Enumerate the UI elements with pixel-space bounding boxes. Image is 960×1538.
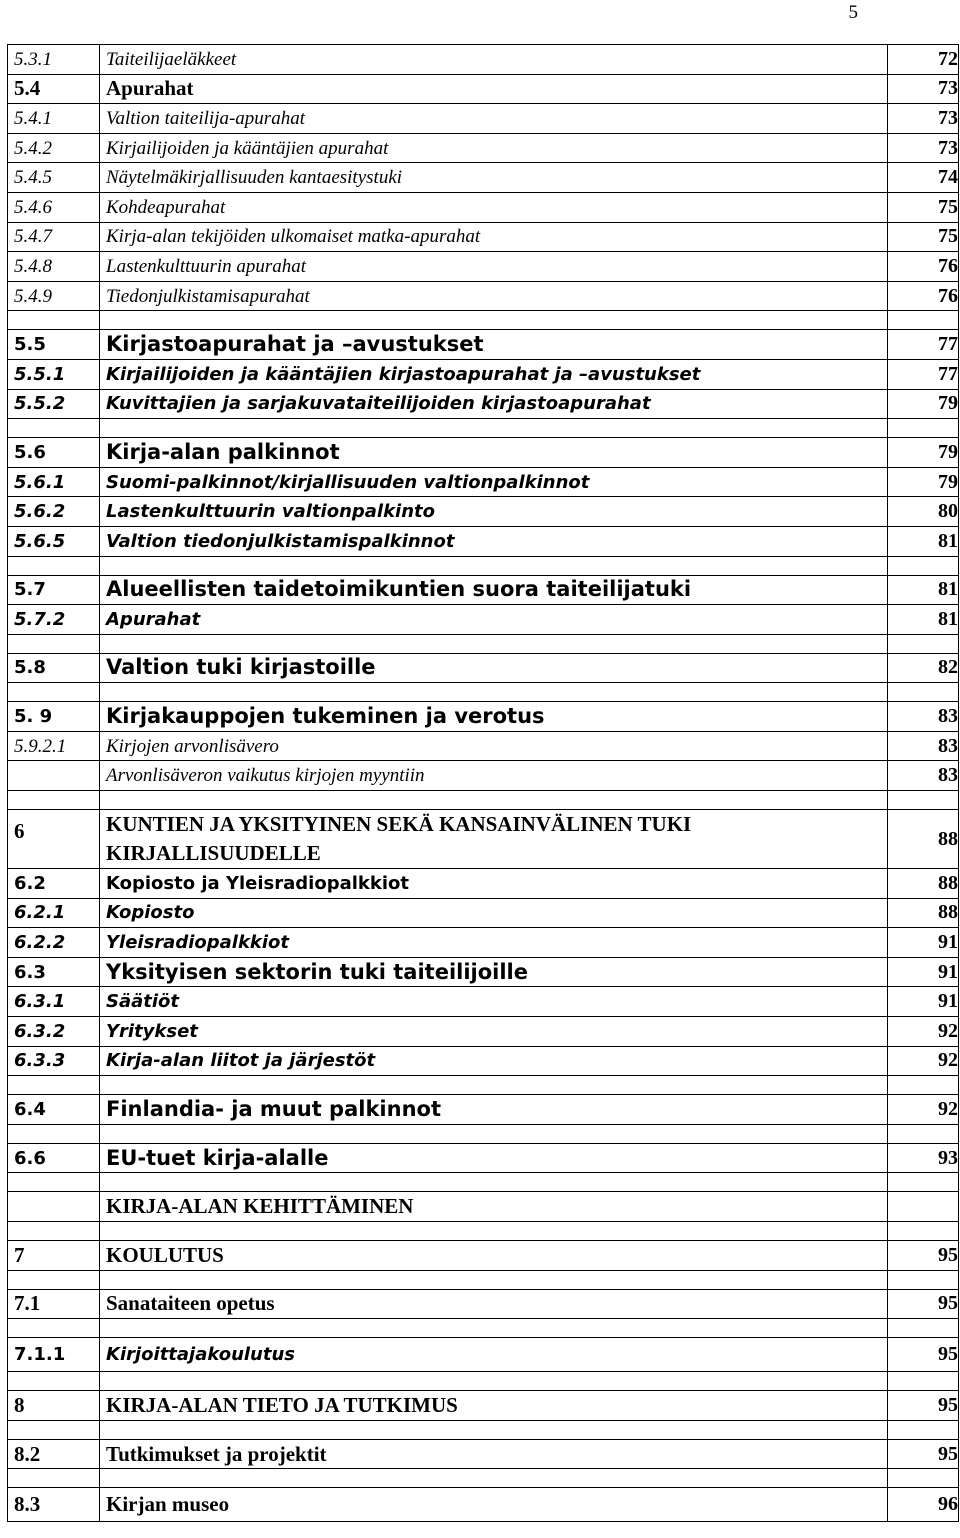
toc-row xyxy=(8,810,959,869)
spacer-row xyxy=(8,556,959,575)
spacer-row xyxy=(8,1124,959,1143)
spacer-row xyxy=(8,1173,959,1192)
section-title: KIRJA-ALAN KEHITTÄMINEN xyxy=(100,1192,888,1222)
section-number: 5.4 xyxy=(8,74,100,104)
section-title: Kuvittajien ja sarjakuvataiteilijoiden kirjastoapurahat xyxy=(100,389,888,419)
section-number: 5.5.1 xyxy=(8,359,100,389)
section-title: Kirjakauppojen tukeminen ja verotus xyxy=(100,702,888,732)
page-ref: 83 xyxy=(888,761,959,791)
toc-row xyxy=(8,1391,959,1421)
section-number: 5. 9 xyxy=(8,702,100,732)
section-title: Kirjoittajakoulutus xyxy=(100,1338,888,1372)
section-number: 8 xyxy=(8,1391,100,1421)
toc-row xyxy=(8,222,959,252)
spacer-row xyxy=(8,634,959,653)
section-title: KUNTIEN JA YKSITYINEN SEKÄ KANSAINVÄLINEN TUKI KIRJALLISUUDELLE xyxy=(100,810,888,869)
toc-row xyxy=(8,45,959,75)
section-number: 8.2 xyxy=(8,1439,100,1469)
page-number: 5 xyxy=(848,2,858,23)
section-title: Kopiosto ja Yleisradiopalkkiot xyxy=(100,869,888,899)
section-number: 5.4.2 xyxy=(8,133,100,163)
page-ref: 93 xyxy=(888,1143,959,1173)
toc-row xyxy=(8,869,959,899)
toc-row xyxy=(8,133,959,163)
section-number: 5.4.9 xyxy=(8,281,100,311)
spacer-row xyxy=(8,1222,959,1241)
section-number: 5.4.1 xyxy=(8,104,100,134)
toc-row xyxy=(8,389,959,419)
page-ref: 76 xyxy=(888,252,959,282)
toc-row xyxy=(8,898,959,928)
section-title: EU-tuet kirja-alalle xyxy=(100,1143,888,1173)
page-ref: 75 xyxy=(888,192,959,222)
toc-row xyxy=(8,702,959,732)
section-number: 6.3.2 xyxy=(8,1017,100,1047)
page-ref: 88 xyxy=(888,869,959,899)
section-title: Yritykset xyxy=(100,1017,888,1047)
toc-row xyxy=(8,330,959,360)
toc-row xyxy=(8,1439,959,1469)
page-ref: 81 xyxy=(888,605,959,635)
section-number: 5.5 xyxy=(8,330,100,360)
page-ref: 73 xyxy=(888,74,959,104)
section-title: Kirjastoapurahat ja –avustukset xyxy=(100,330,888,360)
page-ref: 95 xyxy=(888,1289,959,1319)
section-title: Kirjan museo xyxy=(100,1488,888,1522)
page-ref: 81 xyxy=(888,575,959,605)
toc-row xyxy=(8,281,959,311)
section-title: Lastenkulttuurin apurahat xyxy=(100,252,888,282)
page-ref: 95 xyxy=(888,1439,959,1469)
section-title: Lastenkulttuurin valtionpalkinto xyxy=(100,497,888,527)
section-number: 6.4 xyxy=(8,1095,100,1125)
section-number: 7.1 xyxy=(8,1289,100,1319)
spacer-row xyxy=(8,419,959,438)
section-number: 5.6 xyxy=(8,438,100,468)
toc-row xyxy=(8,928,959,958)
table-of-contents xyxy=(7,44,959,1522)
page-ref: 80 xyxy=(888,497,959,527)
section-number: 5.7 xyxy=(8,575,100,605)
page-ref: 79 xyxy=(888,467,959,497)
page-ref: 79 xyxy=(888,389,959,419)
toc-row xyxy=(8,575,959,605)
section-title: Valtion tuki kirjastoille xyxy=(100,653,888,683)
page-ref: 96 xyxy=(888,1488,959,1522)
section-number: 5.4.6 xyxy=(8,192,100,222)
page-ref: 81 xyxy=(888,526,959,556)
toc-row xyxy=(8,653,959,683)
page-ref: 95 xyxy=(888,1338,959,1372)
section-number: 8.3 xyxy=(8,1488,100,1522)
toc-row xyxy=(8,1192,959,1222)
section-title: Yksityisen sektorin tuki taiteilijoille xyxy=(100,957,888,987)
section-title: KOULUTUS xyxy=(100,1241,888,1271)
toc-row xyxy=(8,957,959,987)
toc-row xyxy=(8,104,959,134)
page-ref: 74 xyxy=(888,163,959,193)
section-title: Kopiosto xyxy=(100,898,888,928)
page-ref: 75 xyxy=(888,222,959,252)
section-title: Suomi-palkinnot/kirjallisuuden valtionpalkinnot xyxy=(100,467,888,497)
section-title: Näytelmäkirjallisuuden kantaesitystuki xyxy=(100,163,888,193)
toc-row xyxy=(8,1338,959,1372)
section-number xyxy=(8,761,100,791)
toc-row xyxy=(8,731,959,761)
section-title: Kirja-alan tekijöiden ulkomaiset matka-apurahat xyxy=(100,222,888,252)
page-ref: 88 xyxy=(888,898,959,928)
toc-row xyxy=(8,467,959,497)
section-number: 6.3.1 xyxy=(8,987,100,1017)
section-title: Tutkimukset ja projektit xyxy=(100,1439,888,1469)
page-ref: 95 xyxy=(888,1241,959,1271)
page-ref: 92 xyxy=(888,1046,959,1076)
page-ref: 73 xyxy=(888,133,959,163)
page-ref: 83 xyxy=(888,731,959,761)
toc-row xyxy=(8,761,959,791)
section-number xyxy=(8,1192,100,1222)
section-number: 5.6.2 xyxy=(8,497,100,527)
page-ref: 79 xyxy=(888,438,959,468)
spacer-row xyxy=(8,1270,959,1289)
toc-row xyxy=(8,1241,959,1271)
toc-row xyxy=(8,526,959,556)
section-number: 6 xyxy=(8,810,100,869)
section-number: 5.4.8 xyxy=(8,252,100,282)
section-number: 6.2 xyxy=(8,869,100,899)
toc-row xyxy=(8,1289,959,1319)
section-number: 7 xyxy=(8,1241,100,1271)
page-ref: 76 xyxy=(888,281,959,311)
toc-row xyxy=(8,605,959,635)
page-ref: 92 xyxy=(888,1017,959,1047)
page-ref: 73 xyxy=(888,104,959,134)
section-title: KIRJA-ALAN TIETO JA TUTKIMUS xyxy=(100,1391,888,1421)
toc-row xyxy=(8,163,959,193)
section-number: 6.6 xyxy=(8,1143,100,1173)
section-number: 6.3 xyxy=(8,957,100,987)
section-number: 6.2.2 xyxy=(8,928,100,958)
section-title: Alueellisten taidetoimikuntien suora taiteilijatuki xyxy=(100,575,888,605)
section-title: Säätiöt xyxy=(100,987,888,1017)
page-ref: 83 xyxy=(888,702,959,732)
section-number: 5.8 xyxy=(8,653,100,683)
section-number: 5.3.1 xyxy=(8,45,100,75)
toc-row xyxy=(8,1143,959,1173)
toc-row xyxy=(8,1488,959,1522)
section-title: Apurahat xyxy=(100,74,888,104)
section-number: 5.7.2 xyxy=(8,605,100,635)
toc-row xyxy=(8,359,959,389)
spacer-row xyxy=(8,1420,959,1439)
page-ref: 91 xyxy=(888,928,959,958)
toc-row xyxy=(8,252,959,282)
section-title: Apurahat xyxy=(100,605,888,635)
spacer-row xyxy=(8,1372,959,1391)
page-ref: 92 xyxy=(888,1095,959,1125)
section-title: Tiedonjulkistamisapurahat xyxy=(100,281,888,311)
page-ref: 91 xyxy=(888,957,959,987)
section-title: Kohdeapurahat xyxy=(100,192,888,222)
section-number: 6.2.1 xyxy=(8,898,100,928)
section-title: Valtion tiedonjulkistamispalkinnot xyxy=(100,526,888,556)
spacer-row xyxy=(8,1076,959,1095)
section-title: Arvonlisäveron vaikutus kirjojen myyntiin xyxy=(100,761,888,791)
section-title: Taiteilijaeläkkeet xyxy=(100,45,888,75)
section-number: 5.5.2 xyxy=(8,389,100,419)
spacer-row xyxy=(8,791,959,810)
toc-row xyxy=(8,74,959,104)
section-number: 5.6.1 xyxy=(8,467,100,497)
section-title: Kirja-alan liitot ja järjestöt xyxy=(100,1046,888,1076)
section-number: 5.4.5 xyxy=(8,163,100,193)
section-title: Kirjailijoiden ja kääntäjien kirjastoapurahat ja –avustukset xyxy=(100,359,888,389)
section-title: Kirja-alan palkinnot xyxy=(100,438,888,468)
toc-row xyxy=(8,438,959,468)
section-title: Kirjojen arvonlisävero xyxy=(100,731,888,761)
section-number: 7.1.1 xyxy=(8,1338,100,1372)
page-ref: 77 xyxy=(888,359,959,389)
page-ref: 77 xyxy=(888,330,959,360)
page-ref: 72 xyxy=(888,45,959,75)
section-number: 6.3.3 xyxy=(8,1046,100,1076)
section-number: 5.9.2.1 xyxy=(8,731,100,761)
toc-row xyxy=(8,192,959,222)
page-ref xyxy=(888,1192,959,1222)
toc-row xyxy=(8,1095,959,1125)
section-title: Kirjailijoiden ja kääntäjien apurahat xyxy=(100,133,888,163)
spacer-row xyxy=(8,1469,959,1488)
section-number: 5.6.5 xyxy=(8,526,100,556)
toc-row xyxy=(8,497,959,527)
section-title: Finlandia- ja muut palkinnot xyxy=(100,1095,888,1125)
toc-row xyxy=(8,1046,959,1076)
spacer-row xyxy=(8,1319,959,1338)
section-number: 5.4.7 xyxy=(8,222,100,252)
spacer-row xyxy=(8,311,959,330)
toc-row xyxy=(8,1017,959,1047)
section-title: Sanataiteen opetus xyxy=(100,1289,888,1319)
page-ref: 82 xyxy=(888,653,959,683)
page-ref: 88 xyxy=(888,810,959,869)
section-title: Valtion taiteilija-apurahat xyxy=(100,104,888,134)
spacer-row xyxy=(8,683,959,702)
toc-row xyxy=(8,987,959,1017)
section-title: Yleisradiopalkkiot xyxy=(100,928,888,958)
page-ref: 91 xyxy=(888,987,959,1017)
page-ref: 95 xyxy=(888,1391,959,1421)
